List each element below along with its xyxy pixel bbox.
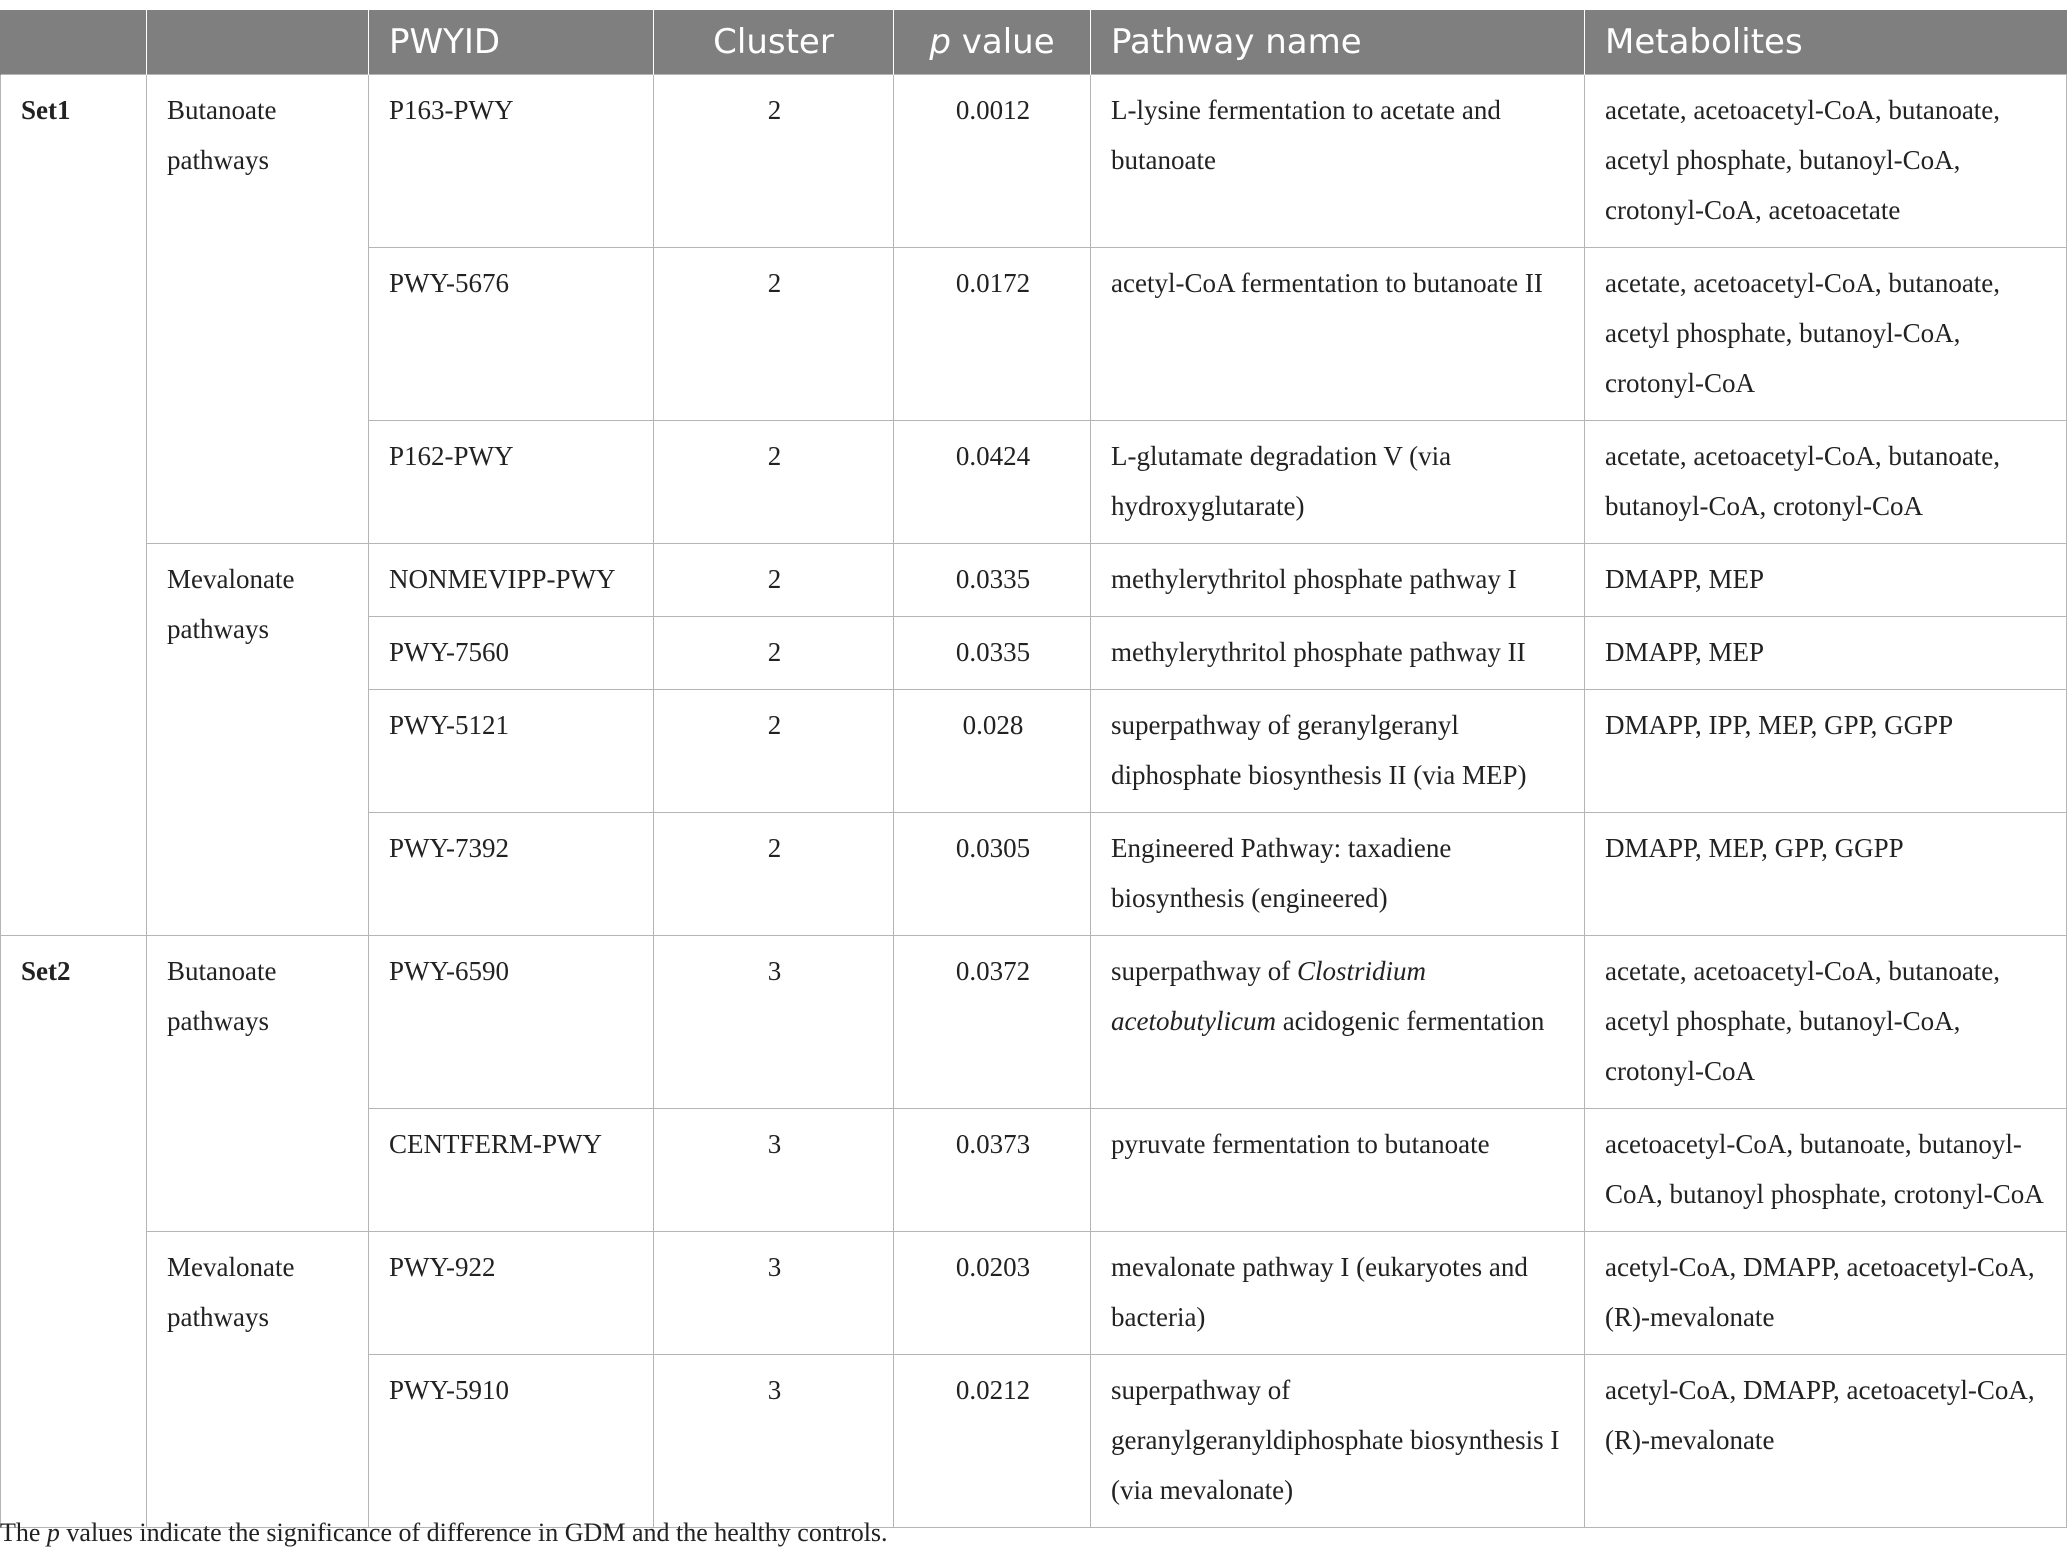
p-value-cell: 0.0373 <box>894 1109 1091 1232</box>
cluster-cell: 2 <box>654 75 894 248</box>
pathway-name-cell: mevalonate pathway I (eukaryotes and bacteria) <box>1091 1232 1585 1355</box>
metabolites-cell: DMAPP, MEP <box>1585 544 2067 617</box>
metabolites-cell: acetate, acetoacetyl-CoA, butanoate, butanoyl-CoA, crotonyl-CoA <box>1585 421 2067 544</box>
set-label: Set2 <box>1 936 147 1528</box>
pwyid-cell: PWY-5121 <box>369 690 654 813</box>
pathway-name-pre: superpathway of <box>1111 956 1297 986</box>
pathway-name-italic: Clostridium acetobutylicum <box>1111 956 1426 1036</box>
p-value-cell: 0.0335 <box>894 544 1091 617</box>
pathway-name-cell: methylerythritol phosphate pathway I <box>1091 544 1585 617</box>
cluster-cell: 2 <box>654 544 894 617</box>
p-value-cell: 0.028 <box>894 690 1091 813</box>
cluster-cell: 2 <box>654 617 894 690</box>
header-metabolites: Metabolites <box>1585 10 2067 75</box>
pathway-name-cell <box>1091 936 1585 1109</box>
metabolites-cell: acetate, acetoacetyl-CoA, butanoate, acetyl phosphate, butanoyl-CoA, crotonyl-CoA, acetoacetate <box>1585 75 2067 248</box>
set-label: Set1 <box>1 75 147 936</box>
table-row <box>1 936 2067 1109</box>
table-row <box>1 75 2067 248</box>
metabolites-cell: DMAPP, IPP, MEP, GPP, GGPP <box>1585 690 2067 813</box>
metabolites-cell: acetate, acetoacetyl-CoA, butanoate, acetyl phosphate, butanoyl-CoA, crotonyl-CoA <box>1585 936 2067 1109</box>
metabolites-cell: acetoacetyl-CoA, butanoate, butanoyl-CoA, butanoyl phosphate, crotonyl-CoA <box>1585 1109 2067 1232</box>
header-p-italic: p <box>929 22 951 62</box>
pwyid-cell: PWY-5676 <box>369 248 654 421</box>
pwyid-cell: PWY-5910 <box>369 1355 654 1528</box>
pwyid-cell: CENTFERM-PWY <box>369 1109 654 1232</box>
group-label: Mevalonate pathways <box>147 544 369 936</box>
pathway-table <box>0 10 2067 1528</box>
group-label: Butanoate pathways <box>147 75 369 544</box>
pathway-name-post: acidogenic fermentation <box>1275 1006 1545 1036</box>
header-row <box>1 10 2067 75</box>
table-row <box>1 544 2067 617</box>
p-value-cell: 0.0012 <box>894 75 1091 248</box>
footnote-post: values indicate the significance of difference in GDM and the healthy controls. <box>59 1518 888 1547</box>
table-container <box>0 10 2067 1528</box>
header-set <box>1 10 147 75</box>
pathway-name-cell: L-lysine fermentation to acetate and butanoate <box>1091 75 1585 248</box>
p-value-cell: 0.0305 <box>894 813 1091 936</box>
header-pathway-name: Pathway name <box>1091 10 1585 75</box>
pathway-name-cell: L-glutamate degradation V (via hydroxyglutarate) <box>1091 421 1585 544</box>
header-pwyid: PWYID <box>369 10 654 75</box>
metabolites-cell: acetyl-CoA, DMAPP, acetoacetyl-CoA, (R)-mevalonate <box>1585 1232 2067 1355</box>
pathway-name-cell: pyruvate fermentation to butanoate <box>1091 1109 1585 1232</box>
pathway-name-cell: methylerythritol phosphate pathway II <box>1091 617 1585 690</box>
header-p-value <box>894 10 1091 75</box>
footnote-italic: p <box>46 1518 60 1547</box>
header-group <box>147 10 369 75</box>
footnote-pre: The <box>0 1518 47 1547</box>
cluster-cell: 2 <box>654 421 894 544</box>
pwyid-cell: PWY-6590 <box>369 936 654 1109</box>
metabolites-cell: DMAPP, MEP <box>1585 617 2067 690</box>
pwyid-cell: PWY-7392 <box>369 813 654 936</box>
p-value-cell: 0.0203 <box>894 1232 1091 1355</box>
group-label: Mevalonate pathways <box>147 1232 369 1528</box>
pwyid-cell: P163-PWY <box>369 75 654 248</box>
cluster-cell: 2 <box>654 248 894 421</box>
pwyid-cell: NONMEVIPP-PWY <box>369 544 654 617</box>
table-footnote <box>0 1518 888 1548</box>
pwyid-cell: PWY-7560 <box>369 617 654 690</box>
cluster-cell: 2 <box>654 813 894 936</box>
metabolites-cell: DMAPP, MEP, GPP, GGPP <box>1585 813 2067 936</box>
group-label: Butanoate pathways <box>147 936 369 1232</box>
cluster-cell: 3 <box>654 1232 894 1355</box>
header-p-rest: value <box>950 22 1055 62</box>
metabolites-cell: acetate, acetoacetyl-CoA, butanoate, acetyl phosphate, butanoyl-CoA, crotonyl-CoA <box>1585 248 2067 421</box>
pathway-name-cell: Engineered Pathway: taxadiene biosynthesis (engineered) <box>1091 813 1585 936</box>
p-value-cell: 0.0335 <box>894 617 1091 690</box>
cluster-cell: 3 <box>654 936 894 1109</box>
pathway-name-cell: superpathway of geranylgeranyldiphosphate biosynthesis I (via mevalonate) <box>1091 1355 1585 1528</box>
p-value-cell: 0.0172 <box>894 248 1091 421</box>
pathway-name-cell: superpathway of geranylgeranyl diphosphate biosynthesis II (via MEP) <box>1091 690 1585 813</box>
p-value-cell: 0.0212 <box>894 1355 1091 1528</box>
pathway-name-cell: acetyl-CoA fermentation to butanoate II <box>1091 248 1585 421</box>
cluster-cell: 3 <box>654 1355 894 1528</box>
p-value-cell: 0.0372 <box>894 936 1091 1109</box>
cluster-cell: 2 <box>654 690 894 813</box>
table-row <box>1 1232 2067 1355</box>
header-cluster: Cluster <box>654 10 894 75</box>
p-value-cell: 0.0424 <box>894 421 1091 544</box>
metabolites-cell: acetyl-CoA, DMAPP, acetoacetyl-CoA, (R)-mevalonate <box>1585 1355 2067 1528</box>
pwyid-cell: P162-PWY <box>369 421 654 544</box>
pwyid-cell: PWY-922 <box>369 1232 654 1355</box>
cluster-cell: 3 <box>654 1109 894 1232</box>
